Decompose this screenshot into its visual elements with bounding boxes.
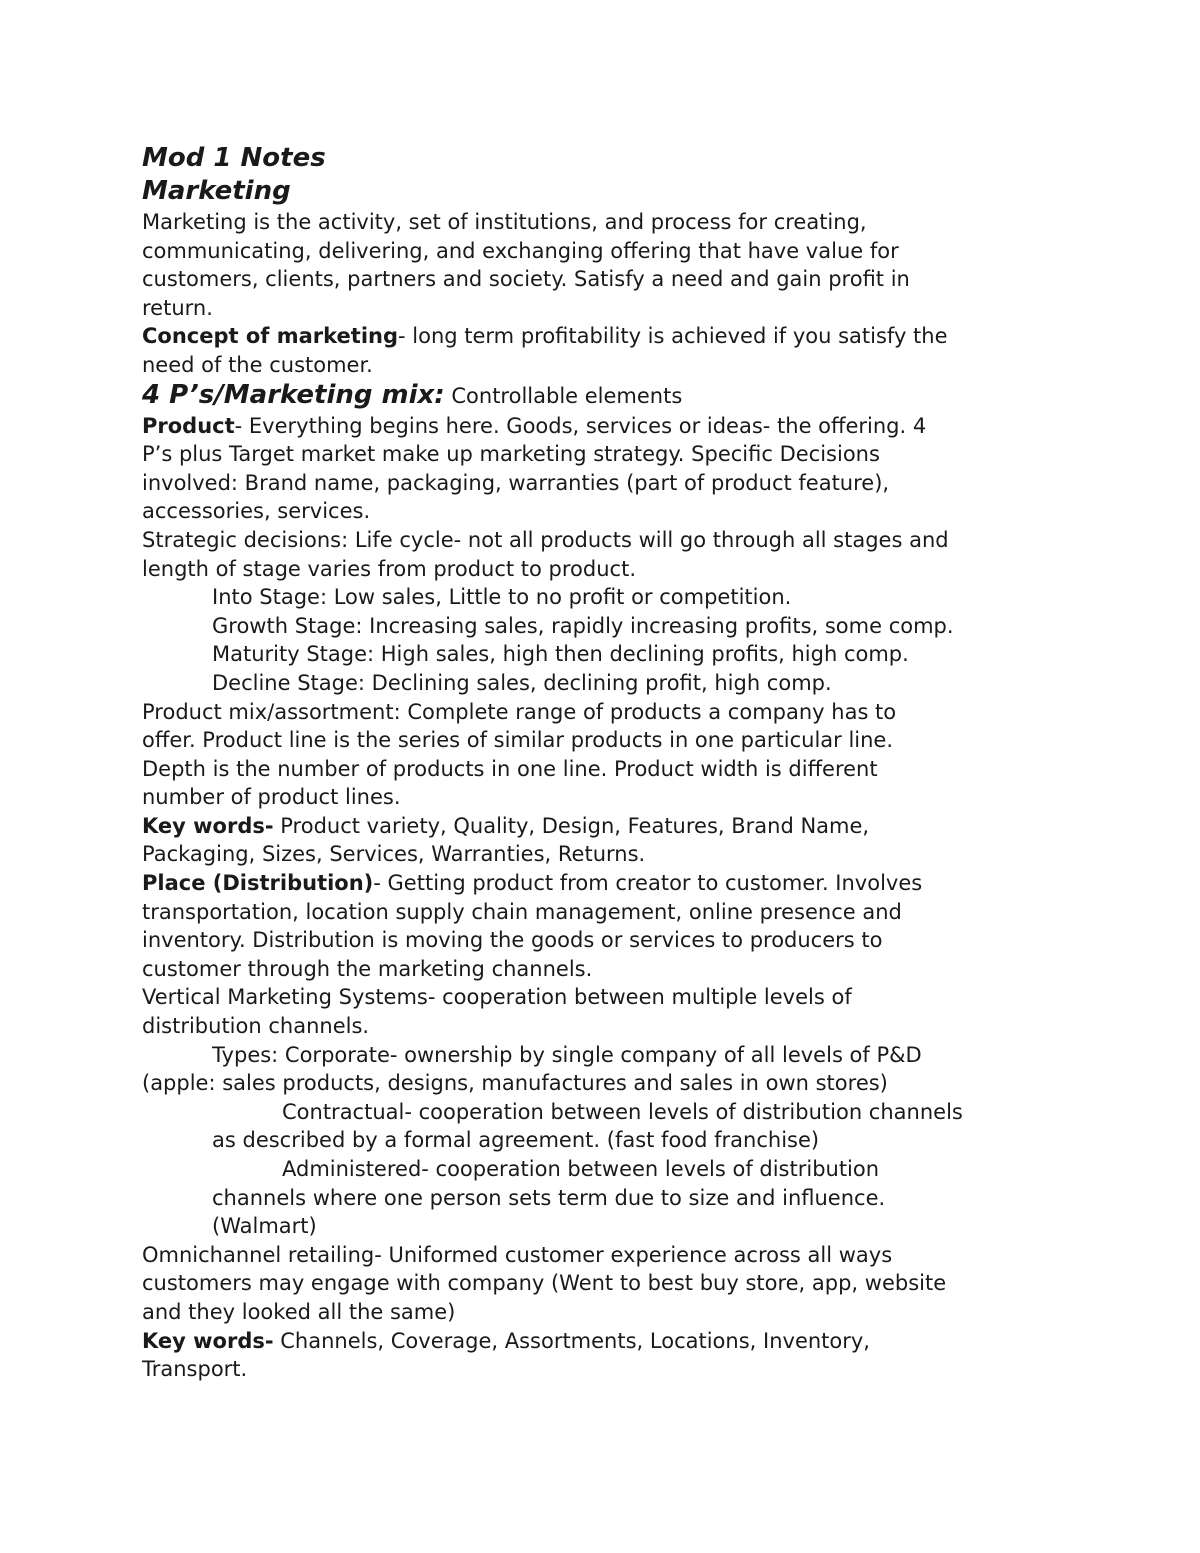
life-cycle-stage: Decline Stage: Declining sales, declining profit, high comp. (212, 670, 832, 695)
product-keywords (142, 812, 1072, 841)
product-line: Strategic decisions: Life cycle- not all products will go through all stages and (142, 527, 949, 552)
doc-subtitle: Marketing (142, 176, 291, 206)
place-paragraph (142, 869, 1072, 898)
concept-line: need of the customer. (142, 352, 373, 377)
place-keywords-line: Transport. (142, 1357, 248, 1382)
product-mix-line: number of product lines. (142, 785, 401, 810)
place-keywords-label: Key words- (142, 1328, 274, 1353)
product-paragraph (142, 412, 1072, 441)
concept-label: Concept of marketing (142, 324, 399, 349)
product-text: - Everything begins here. Goods, services or ideas- the offering. 4 (234, 413, 927, 438)
product-keywords-label: Key words- (142, 813, 274, 838)
intro-line: return. (142, 295, 213, 320)
concept-paragraph (142, 322, 1072, 351)
product-mix-line: Product mix/assortment: Complete range of products a company has to (142, 699, 897, 724)
place-line: transportation, location supply chain management, online presence and (142, 899, 902, 924)
product-line: P’s plus Target market make up marketing strategy. Specific Decisions (142, 442, 880, 467)
place-line: customer through the marketing channels. (142, 956, 593, 981)
product-label: Product (142, 413, 235, 438)
product-line: accessories, services. (142, 499, 371, 524)
place-keywords-text: Channels, Coverage, Assortments, Locations, Inventory, (273, 1328, 870, 1353)
product-keywords-line: Packaging, Sizes, Services, Warranties, Returns. (142, 842, 646, 867)
life-cycle-stage: Maturity Stage: High sales, high then declining profits, high comp. (212, 642, 909, 667)
place-keywords (142, 1327, 1072, 1356)
life-cycle-stage: Growth Stage: Increasing sales, rapidly increasing profits, some comp. (212, 613, 954, 638)
concept-text: - long term profitability is achieved if you satisfy the (398, 324, 948, 349)
omnichannel-line: customers may engage with company (Went to best buy store, app, website (142, 1271, 947, 1296)
vms-apple-line: (apple: sales products, designs, manufactures and sales in own stores) (142, 1071, 888, 1096)
product-keywords-text: Product variety, Quality, Design, Features, Brand Name, (273, 813, 870, 838)
mix-heading-text: Controllable elements (444, 383, 683, 408)
vms-administered-line: channels where one person sets term due to size and influence. (212, 1185, 886, 1210)
place-label: Place (Distribution) (142, 871, 374, 896)
product-mix-line: offer. Product line is the series of similar products in one particular line. (142, 728, 894, 753)
vms-contractual-line: Contractual- cooperation between levels of distribution channels (282, 1099, 963, 1124)
place-line: Vertical Marketing Systems- cooperation between multiple levels of (142, 985, 852, 1010)
place-line: inventory. Distribution is moving the goods or services to producers to (142, 928, 883, 953)
doc-title: Mod 1 Notes (142, 143, 326, 173)
product-mix-line: Depth is the number of products in one line. Product width is different (142, 756, 878, 781)
intro-line: Marketing is the activity, set of institutions, and process for creating, (142, 210, 867, 234)
intro-line: customers, clients, partners and society. Satisfy a need and gain profit in (142, 267, 910, 292)
marketing-mix-heading (142, 380, 1072, 412)
vms-administered-line: Administered- cooperation between levels of distribution (282, 1157, 880, 1181)
product-line: involved: Brand name, packaging, warranties (part of product feature), (142, 470, 890, 495)
vms-contractual-line: as described by a formal agreement. (fast food franchise) (212, 1128, 820, 1153)
life-cycle-stage: Into Stage: Low sales, Little to no profit or competition. (212, 585, 792, 610)
place-text: - Getting product from creator to customer. Involves (373, 871, 923, 896)
document-page (142, 142, 1072, 1384)
omnichannel-line: and they looked all the same) (142, 1299, 456, 1324)
mix-heading-label: 4 P’s/Marketing mix: (142, 379, 445, 410)
omnichannel-line: Omnichannel retailing- Uniformed customer experience across all ways (142, 1242, 893, 1267)
vms-types-line: Types: Corporate- ownership by single company of all levels of P&D (212, 1042, 922, 1067)
place-line: distribution channels. (142, 1014, 370, 1039)
intro-line: communicating, delivering, and exchanging offering that have value for (142, 238, 899, 263)
product-line: length of stage varies from product to product. (142, 556, 636, 581)
vms-administered-line: (Walmart) (212, 1214, 317, 1239)
